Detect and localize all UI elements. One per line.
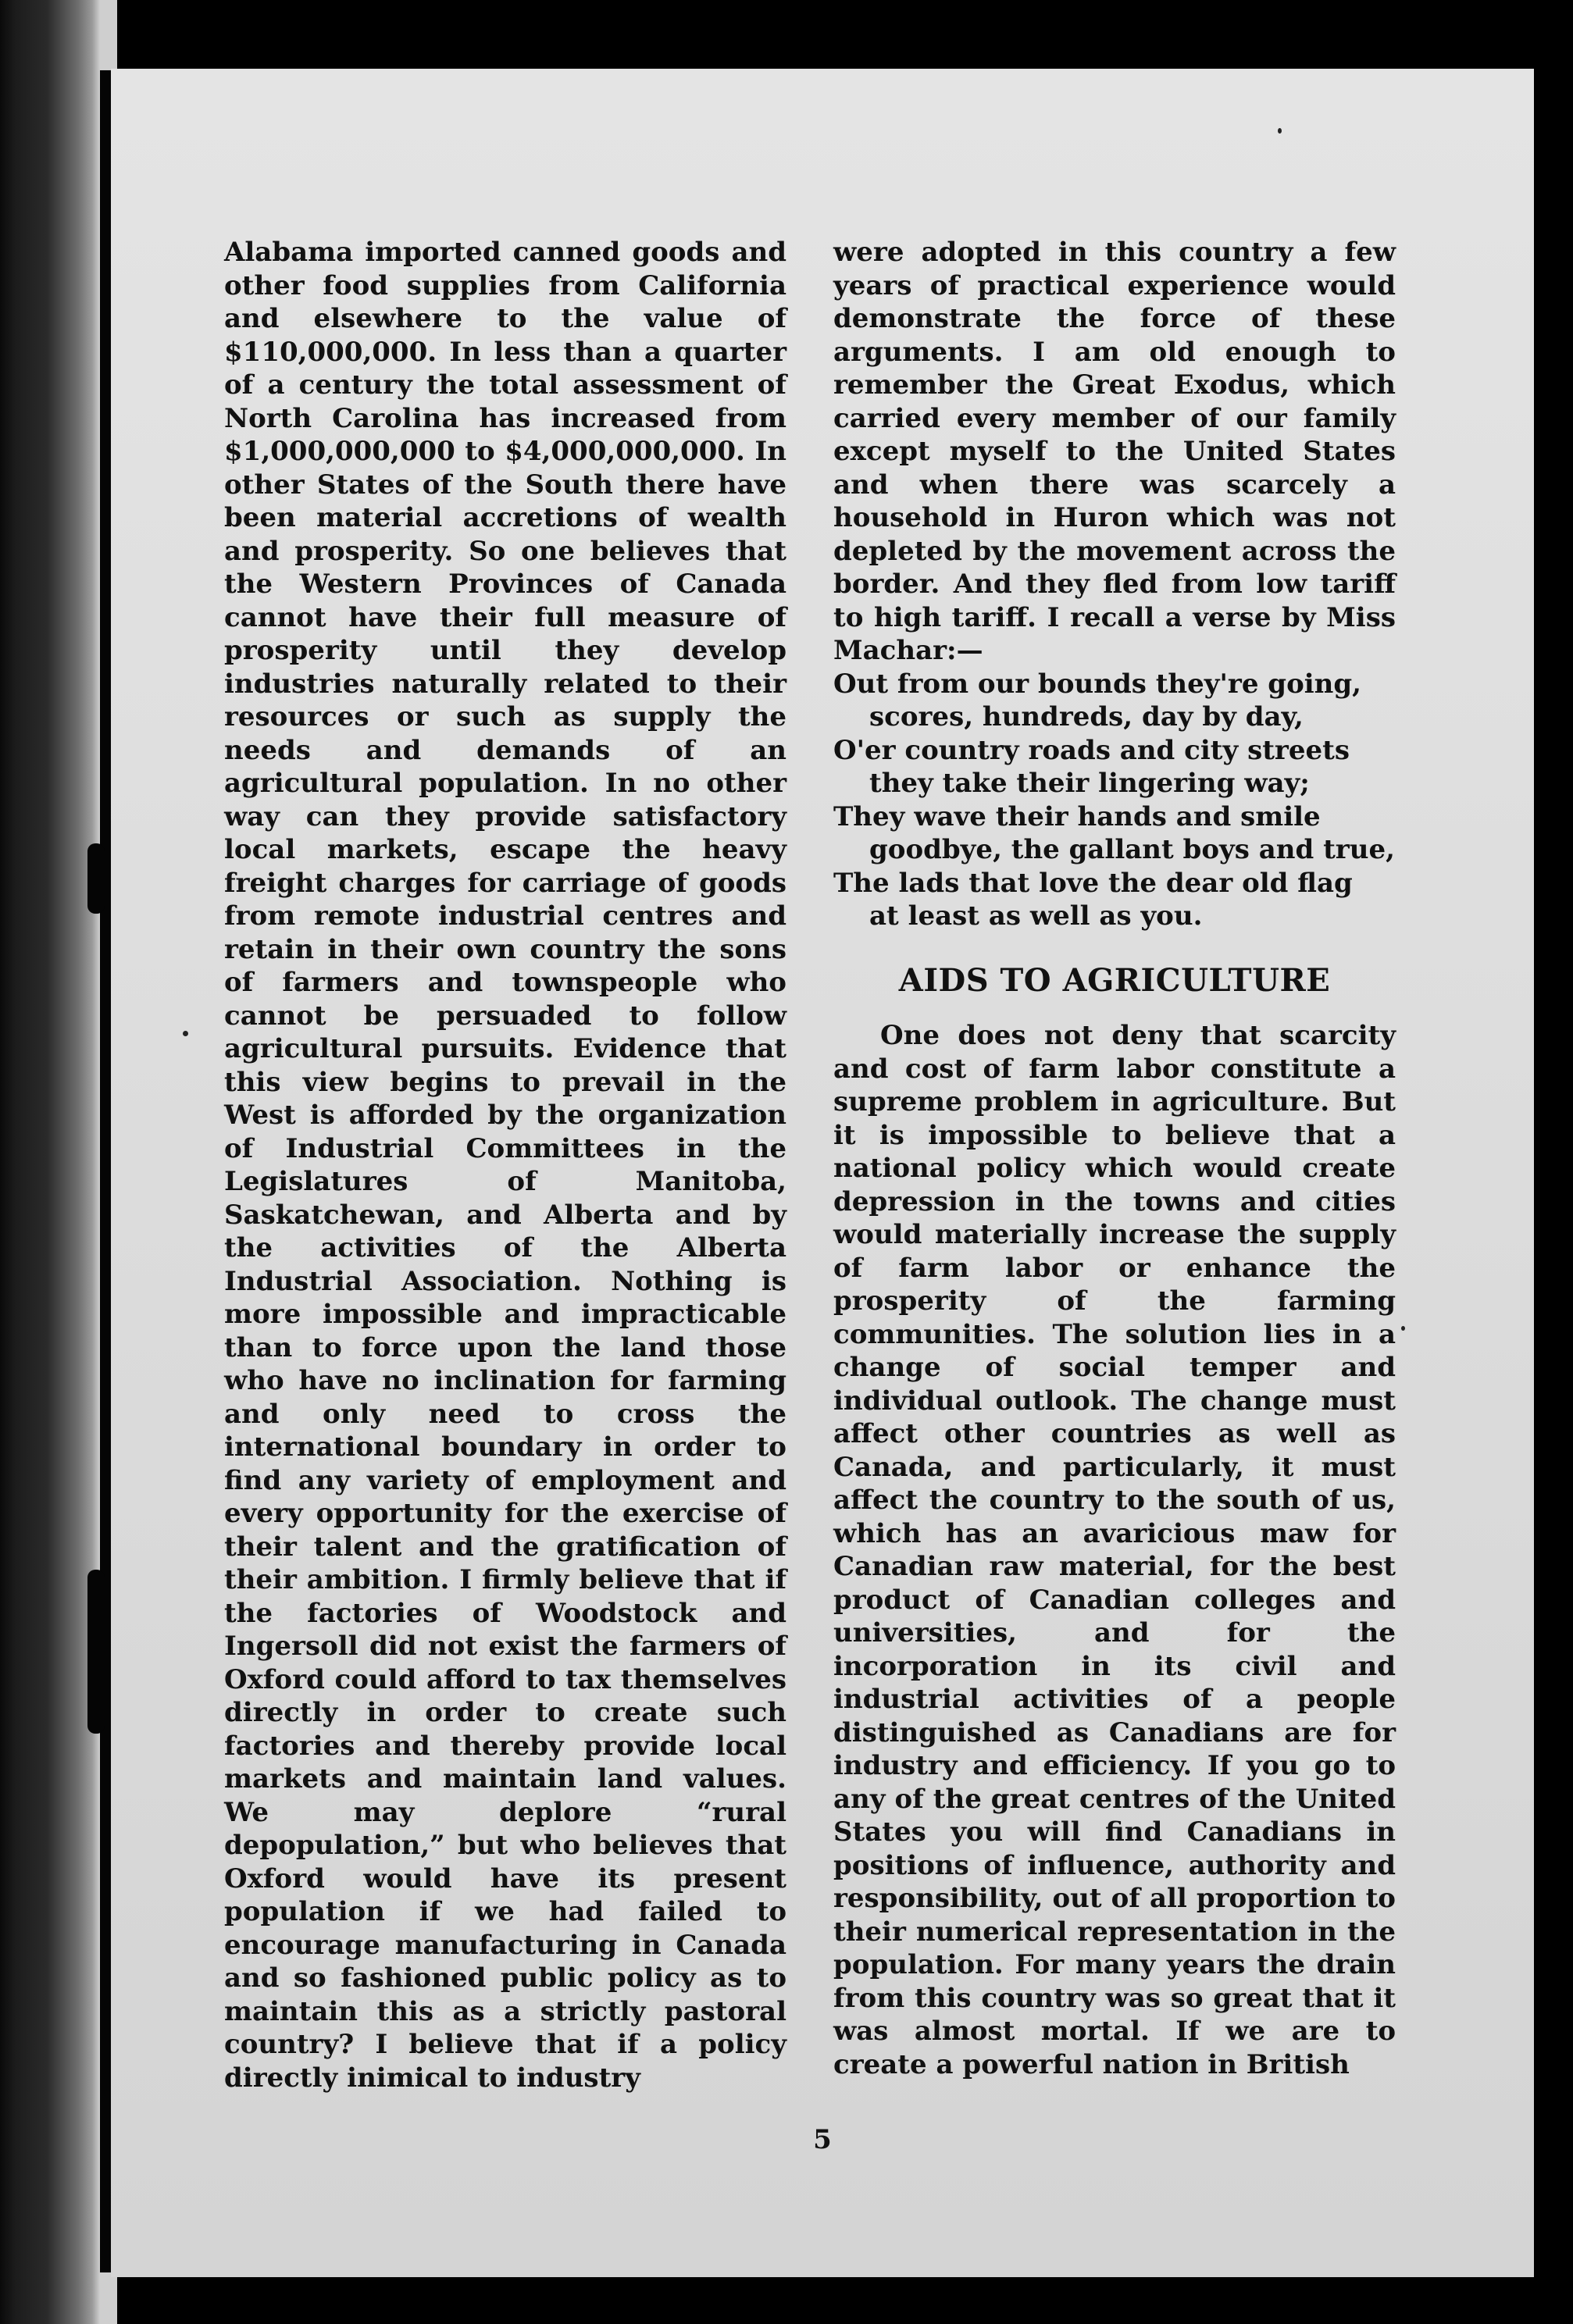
left-column	[224, 236, 786, 2094]
right-column	[833, 236, 1396, 2081]
page-speck	[183, 1031, 188, 1036]
verse-line: O'er country roads and city streets	[833, 734, 1350, 766]
binding-clip-top	[87, 843, 105, 914]
binding-line	[100, 70, 111, 2272]
verse-line: they take their lingering way;	[869, 768, 1310, 799]
verse-line: The lads that love the dear old flag	[833, 867, 1353, 899]
page-number: 5	[813, 2124, 832, 2155]
verse-line: Out from our bounds they're going,	[833, 668, 1361, 700]
page	[111, 69, 1534, 2277]
page-speck	[1401, 1326, 1405, 1331]
verse-line: scores, hundreds, day by day,	[869, 701, 1304, 732]
section-heading: AIDS TO AGRICULTURE	[898, 961, 1331, 999]
verse-line: goodbye, the gallant boys and true,	[869, 834, 1395, 865]
right-column-body: One does not deny that scarcity and cost of farm labor constitute a supreme problem in agriculture. But it is impossible to believe that a national policy which would create depression in the towns and cities would materially increase the supply of farm labor or enhance the prosperity of the farming communities. The solution lies in a change of social temper and individual outlook. The change must affect other countries as well as Canada, and particularly, it must affect the country to the south of us, which has an avaricious maw for Canadian raw material, for the best product of Canadian colleges and universities, and for the incorporation in its civil and industrial activities of a people distinguished as Canadians are for industry and efficiency. If you go to any of the great centres of the United States you will find Canadians in positions of influence, authority and responsibility, out of all proportion to their numerical representation in the population. For many years the drain from this country was so great that it was almost mortal. If we are to create a powerful nation in British	[833, 1020, 1396, 2080]
verse-line: at least as well as you.	[869, 900, 1203, 932]
verse-line: They wave their hands and smile	[833, 800, 1321, 832]
binding-clip-bottom	[87, 1570, 105, 1734]
left-column-text: Alabama imported canned goods and other food supplies from California and elsewhere to the value of $110,000,000. In less than a quarter of a century the total assessment of North Carolina has increased from $1,000,000,000 to $4,000,000,000. In other States of the South there have been material accretions of wealth and prosperity. So one believes that the Western Provinces of Canada cannot have their full measure of prosperity until they develop industries naturally related to their resources or such as supply the needs and demands of an agricultural population. In no other way can they provide satisfactory local markets, escape the heavy freight charges for carriage of goods from remote industrial centres and retain in their own country the sons of farmers and townspeople who cannot be persuaded to follow agricultural pursuits. Evidence that this view begins to prevail in the West is afforded by the organization of Industrial Committees in the Legislatures of Manitoba, Saskatchewan, and Alberta and by the activities of the Alberta Industrial Association. Nothing is more impossible and impracticable than to force upon the land those who have no inclination for farming and only need to cross the international boundary in order to find any variety of employment and every opportunity for the exercise of their talent and the gratification of their ambition. I firmly believe that if the factories of Woodstock and Ingersoll did not exist the farmers of Oxford could afford to tax themselves directly in order to create such factories and thereby provide local markets and maintain land values. We may deplore “rural depopulation,” but who believes that Oxford would have its present population if we had failed to encourage manufacturing in Canada and so fashioned public policy as to maintain this as a strictly pastoral country? I believe that if a policy directly inimical to industry	[224, 237, 786, 2094]
page-speck	[1278, 128, 1282, 134]
right-column-intro: were adopted in this country a few years of practical experience would demonstrate the force of these arguments. I am old enough to remember the Great Exodus, which carried every member of our family except myself to the United States and when there was scarcely a household in Huron which was not depleted by the movement across the border. And they fled from low tariff to high tariff. I recall a verse by Miss Machar:—	[833, 237, 1396, 666]
verse	[833, 668, 1396, 933]
